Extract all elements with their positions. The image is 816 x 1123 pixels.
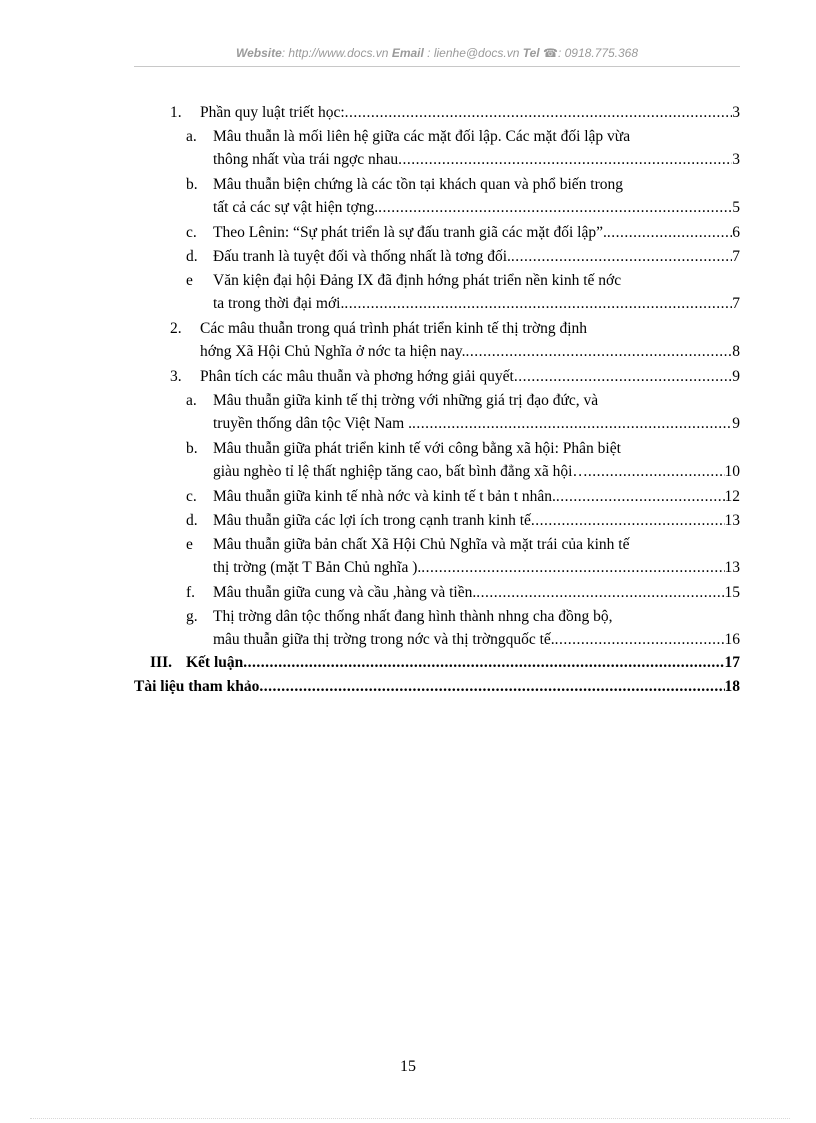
toc-entry-number: f. <box>186 584 196 601</box>
website-label: Website <box>235 46 282 60</box>
dot-leader <box>514 365 732 388</box>
toc-entry-page: 7 <box>732 248 740 265</box>
toc-entry-title-line: Mâu thuẫn giữa các lợi ích trong cạnh tranh kinh tế <box>213 512 531 529</box>
toc-entry-title-line: mâu thuẫn giữa thị trờng trong nớc và thị trờngquốc tế. <box>213 631 555 648</box>
toc-entry-title-line: Mâu thuẫn biện chứng là các tồn tại khách quan và phổ biến trong <box>213 176 623 193</box>
dot-leader <box>259 675 724 698</box>
toc-entry <box>186 389 740 435</box>
toc-entry-number: III. <box>150 654 172 671</box>
website-value: : http://www.docs.vn <box>281 46 389 60</box>
toc-entry <box>134 675 740 698</box>
toc-entry-title-line: Mâu thuẫn giữa bản chất Xã Hội Chủ Nghĩa và mặt trái của kinh tế <box>213 536 630 553</box>
dot-leader <box>243 651 724 674</box>
toc-entry-title-line: Mâu thuẫn giữa phát triển kinh tế với công bằng xã hội: Phân biệt <box>213 440 621 457</box>
toc-entry-title-line: hớng Xã Hội Chủ Nghĩa ở nớc ta hiện nay. <box>200 343 466 360</box>
toc-entry-page: 6 <box>732 224 740 241</box>
toc-entry <box>170 365 740 388</box>
toc-entry-number: d. <box>186 512 198 529</box>
toc-entry <box>186 269 740 315</box>
toc-entry-title-line: Các mâu thuẫn trong quá trình phát triển kinh tế thị trờng định <box>200 320 588 337</box>
toc-entry-title-line: Đấu tranh là tuyệt đối và thống nhất là tơng đối. <box>213 248 511 265</box>
dot-leader <box>466 340 733 363</box>
toc-entry <box>186 245 740 268</box>
header-divider <box>134 66 740 67</box>
toc-entry-number: g. <box>186 608 198 625</box>
toc-entry-number: a. <box>186 392 197 409</box>
toc-entry-number: a. <box>186 128 197 145</box>
tel-value: : 0918.775.368 <box>557 46 639 60</box>
dot-leader <box>344 292 732 315</box>
toc-entry-number: d. <box>186 248 198 265</box>
dot-leader <box>607 221 732 244</box>
toc-entry <box>186 221 740 244</box>
dot-leader <box>476 581 724 604</box>
toc-entry-page: 17 <box>724 654 740 671</box>
toc-entry-title-line: tất cả các sự vật hiện tợng. <box>213 199 379 216</box>
toc-entry-title-line: truyền thống dân tộc Việt Nam . <box>213 415 412 432</box>
toc-entry-page: 10 <box>724 463 740 480</box>
toc-entry <box>186 125 740 171</box>
toc-entry-title-line: Mâu thuẫn giữa cung và cầu ,hàng và tiền. <box>213 584 477 601</box>
toc-entry-title-line: thị trờng (mặt T Bản Chủ nghĩa ). <box>213 559 422 576</box>
toc-entry-page: 13 <box>724 512 740 529</box>
toc-entry <box>186 533 740 579</box>
toc-entry-title-line: Thị trờng dân tộc thống nhất đang hình thành nhng cha đồng bộ, <box>213 608 613 625</box>
page-header <box>134 46 740 60</box>
toc-entry-page: 3 <box>732 104 740 121</box>
toc-entry <box>186 509 740 532</box>
page-number: 15 <box>400 1058 416 1075</box>
dot-leader <box>555 628 725 651</box>
toc-entry-title-line: Tài liệu tham khảo <box>134 678 260 695</box>
toc-entry-page: 3 <box>732 151 740 168</box>
toc-entry-title-line: Kết luận <box>186 654 244 671</box>
toc-entry <box>186 581 740 604</box>
toc-entry-page: 12 <box>724 488 740 505</box>
toc-entry-number: b. <box>186 440 198 457</box>
toc-entry <box>170 101 740 124</box>
toc-entry-page: 5 <box>732 199 740 216</box>
dot-leader <box>531 509 725 532</box>
dot-leader <box>398 148 732 171</box>
toc-entry-page: 13 <box>724 559 740 576</box>
toc-entry-title-line: Theo Lênin: “Sự phát triển là sự đấu tranh giã các mặt đối lập”. <box>213 224 607 241</box>
toc-entry <box>186 437 740 483</box>
toc-entry <box>150 651 740 674</box>
toc-entry-title-line: Văn kiện đại hội Đảng IX đã định hớng phát triển nền kinh tế nớc <box>213 272 622 289</box>
dot-leader <box>345 101 733 124</box>
toc-entry-title-line: Mâu thuẫn giữa kinh tế thị trờng với những giá trị đạo đức, và <box>213 392 599 409</box>
toc-entry-title-line: Phân tích các mâu thuẫn và phơng hớng giải quyết <box>200 368 514 385</box>
dot-leader <box>511 245 732 268</box>
toc-entry-number: e <box>186 536 193 553</box>
toc-entry-number: 2. <box>170 320 182 337</box>
toc-entry-number: e <box>186 272 193 289</box>
dot-leader <box>556 485 725 508</box>
email-value: : lienhe@docs.vn <box>427 46 520 60</box>
toc-entry-page: 15 <box>724 584 740 601</box>
dot-leader <box>378 196 732 219</box>
toc-entry-number: 1. <box>170 104 182 121</box>
email-label: Email <box>391 46 424 60</box>
toc-entry-title-line: thông nhất vùa trái ngợc nhau <box>213 151 399 168</box>
toc-entry-number: 3. <box>170 368 182 385</box>
toc-entry <box>186 173 740 219</box>
dot-leader <box>588 460 725 483</box>
toc-entry-number: c. <box>186 488 197 505</box>
toc-entry-title-line: Mâu thuẫn là mối liên hệ giữa các mặt đối lập. Các mặt đối lập vừa <box>213 128 631 145</box>
toc-entry <box>170 317 740 363</box>
toc-entry-title-line: Phần quy luật triết học: <box>200 104 345 121</box>
dot-leader <box>421 556 724 579</box>
toc-entry <box>186 605 740 651</box>
tel-label: Tel <box>522 46 540 60</box>
dot-leader <box>412 412 732 435</box>
toc-entry-number: c. <box>186 224 197 241</box>
phone-icon: ☎ <box>543 46 558 60</box>
toc-entry-page: 9 <box>732 368 740 385</box>
toc-entry-page: 9 <box>732 415 740 432</box>
toc-entry-title-line: giàu nghèo tỉ lệ thất nghiệp tăng cao, bất bình đẳng xã hội… <box>213 463 588 480</box>
toc-entry-page: 16 <box>724 631 740 648</box>
toc-entry-page: 18 <box>724 678 740 695</box>
toc-entry-page: 8 <box>732 343 740 360</box>
toc-entry-page: 7 <box>732 295 740 312</box>
toc-entry <box>186 485 740 508</box>
toc-entry-title-line: ta trong thời đại mới. <box>213 295 345 312</box>
footer-divider <box>30 1118 790 1119</box>
toc-entry-title-line: Mâu thuẫn giữa kinh tế nhà nớc và kinh tế t bản t nhân. <box>213 488 556 505</box>
toc-entry-number: b. <box>186 176 198 193</box>
